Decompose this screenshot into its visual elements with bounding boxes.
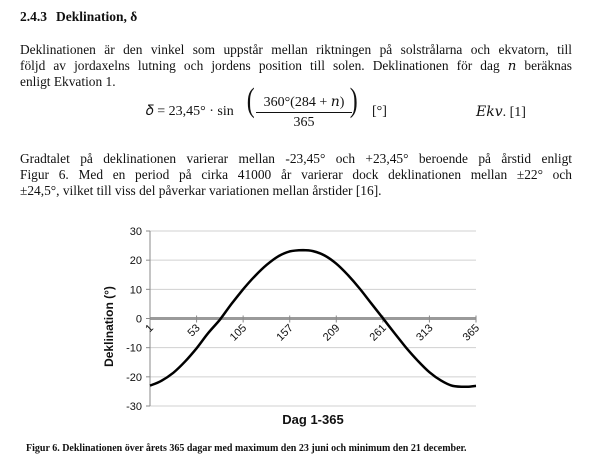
fraction-numerator: 360°(284 + 𝑛) — [256, 94, 352, 113]
x-tick-label: 261 — [367, 322, 389, 344]
section-heading — [20, 9, 137, 25]
equation-fraction — [256, 94, 352, 131]
paragraph-declination-range — [20, 151, 572, 200]
x-tick-label: 365 — [460, 322, 483, 344]
x-tick-label: 53 — [185, 322, 203, 340]
declination-chart — [0, 220, 612, 430]
paragraph-intro — [20, 42, 572, 91]
x-tick-label: 209 — [320, 322, 343, 344]
paragraph-line: Figur 6. Med en period på cirka 41000 år varierar dock deklinationen mellan ±22° och — [20, 167, 572, 183]
y-tick-label: 10 — [129, 284, 142, 297]
x-tick-label: 1 — [143, 322, 157, 335]
y-tick-label: 0 — [135, 313, 142, 326]
equation-unit: [°] — [372, 104, 387, 119]
paragraph-line: Gradtalet på deklinationen varierar mellan -23,45° och +23,45° beroende på årstid enligt — [20, 151, 572, 166]
fraction-denominator: 365 — [293, 115, 315, 130]
paragraph-line: följd av jordaxelns lutning och jordens position till solen. Deklinationen för dag 𝑛 beräknas — [20, 58, 572, 74]
y-tick-label: 30 — [129, 226, 142, 238]
equation-label: 𝐸𝑘𝑣. [1] — [476, 105, 526, 120]
equation-lhs: 𝛿 = 23,45° · sin — [146, 104, 234, 119]
y-tick-label: 20 — [129, 255, 142, 268]
x-tick-label: 313 — [414, 322, 436, 344]
x-axis-title: Dag 1-365 — [282, 412, 344, 427]
left-paren: ( — [246, 82, 255, 119]
paragraph-line: ±24,5°, vilket till viss del påverkar variationen mellan årstider [16]. — [20, 183, 382, 199]
figure-caption: Figur 6. Deklinationen över årets 365 dagar med maximum den 23 juni och minimum den 21 december. — [26, 443, 467, 454]
x-tick-label: 105 — [227, 322, 250, 344]
y-tick-label: -10 — [126, 342, 142, 355]
y-axis-title: Deklination (°) — [102, 286, 116, 367]
paragraph-line: enligt Ekvation 1. — [20, 74, 116, 90]
y-tick-label: -30 — [126, 401, 142, 413]
section-title: Deklination, δ — [56, 9, 138, 24]
paragraph-line: Deklinationen är den vinkel som uppstår mellan riktningen på solstrålarna och ekvatorn, till — [20, 42, 572, 57]
x-tick-label: 157 — [274, 322, 296, 344]
right-paren: ) — [349, 82, 358, 119]
y-tick-label: -20 — [126, 371, 142, 384]
section-number: 2.4.3 — [20, 9, 47, 24]
